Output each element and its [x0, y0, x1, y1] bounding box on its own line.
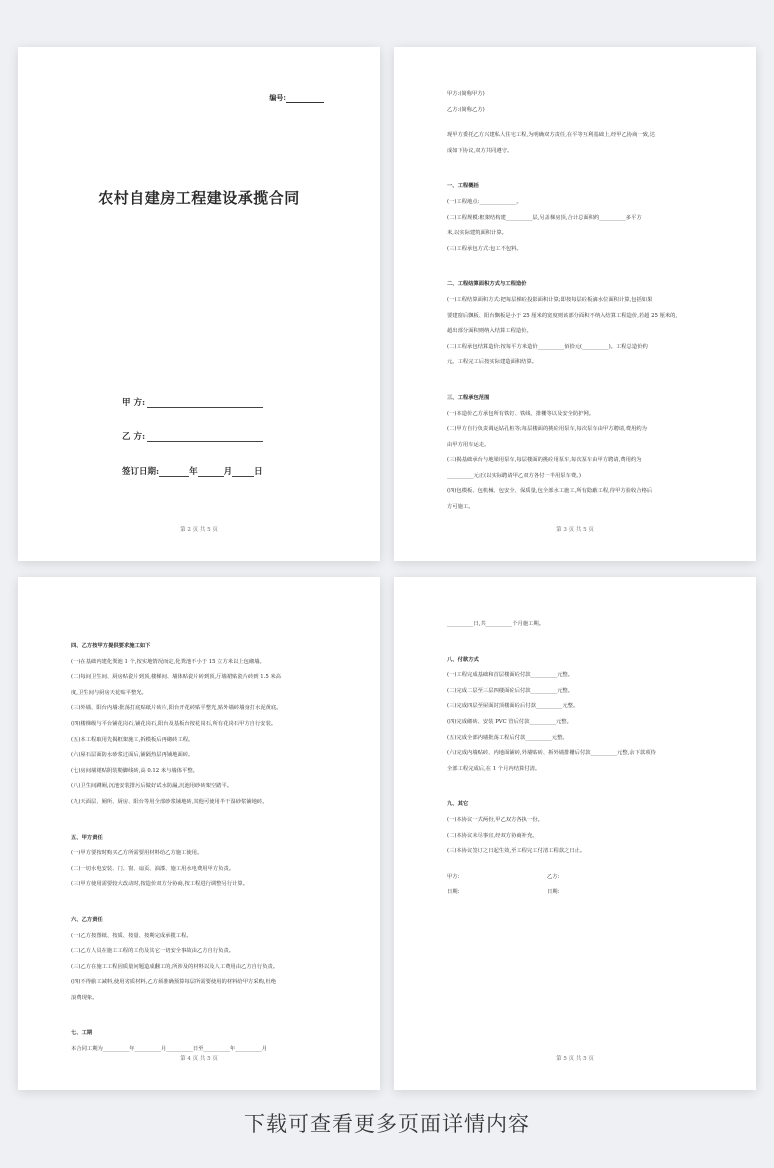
text-line: (二)甲方自行负责调运钻孔桩等;每层楼面的挑砼用泵车,每次泵车由甲方聘请,费用约为 [447, 426, 647, 433]
party-a-row [122, 396, 263, 408]
signature-row [447, 870, 704, 886]
signature-date-a: 日期: [447, 889, 460, 896]
text-line: 超出部分面积则纳入结算工程造价。 [447, 328, 532, 335]
paragraph-spacer [447, 777, 704, 787]
text-line: 方可施工。 [447, 504, 474, 511]
party-b-blank [147, 432, 263, 442]
text-line: (一)甲方要按时购买乙方所需要用材料给乙方施工使用。 [71, 850, 203, 857]
text-line: (一)在基础内建化粪池 1 个,按实地情况而定,化粪池不小于 15 立方米以上包砌墙。 [71, 658, 265, 665]
text-line: (四)楼梯级与平台铺花岗石,铺花岗石,阳台及基板台按花岗石,所有花岗石甲方自行安装。 [71, 720, 277, 727]
text-line: 全部工程完成后,在 1 个月内结算付清。 [447, 765, 541, 772]
paragraph-spacer [447, 118, 704, 128]
day-label: 日 [254, 467, 263, 477]
paragraph-spacer [447, 159, 704, 169]
text-line: (三)完成四层至屋面封顶楼面砼后付款__________元整。 [447, 703, 579, 710]
text-line: (一)乙方按图纸、按质、按量、按期完成承揽工程。 [71, 932, 192, 939]
text-line: 要建窗后飘板、阳台飘板是小于 25 厘米的宽度则该部分面积不纳入结算工程造价,若超 25 厘米的, [447, 312, 678, 319]
text-line: 甲方:(简称甲方) [447, 91, 485, 97]
text-line: __________日,共__________个月施工期。 [447, 621, 545, 627]
section-heading: 九、其它 [447, 801, 469, 808]
year-blank [159, 467, 189, 477]
document-number [269, 93, 324, 103]
year-label: 年 [189, 467, 198, 477]
page-number: 第 4 页 共 5 页 [180, 1056, 218, 1062]
page-body-lines [447, 617, 704, 860]
party-a-label: 甲 方: [122, 398, 146, 408]
text-line: (七)房间墙裙贴阴装勒脚线砖,高 0.12 米与墙体平整。 [71, 767, 198, 774]
party-b-row [122, 430, 263, 442]
day-blank [232, 467, 254, 477]
text-line: (二)一切水电安装、门、窗、扇页、油漆、施工用水电费用甲方负责。 [71, 865, 235, 872]
text-line: 本合同工期为__________年__________月__________日至__________年__________月 [71, 1046, 267, 1053]
text-line: (二)完成二层至三层四楼面砼后付款__________元整。 [447, 687, 573, 694]
text-line: 度,卫生间与厨房天花贴平整光。 [71, 689, 147, 696]
download-more-banner[interactable]: 下载可查看更多页面详情内容 [244, 1112, 530, 1136]
text-line: (三)工程承包方式:包工不包料。 [447, 245, 522, 252]
text-line: (四)包模板、包机械、包安全、保质量,包全部水工施工,所有隐蔽工程,待甲方验收合格后 [447, 488, 653, 495]
text-line: (九)天面层、厕所、厨房、阳台等用全部砂浆铺地砖,其他可使用半干湿砂浆铺地砖。 [71, 798, 268, 805]
sign-date-label: 签订日期: [122, 467, 160, 477]
text-line: (三)甲方使用需要较大改动时,按造价双方分协商,按工程进行调整另行计算。 [71, 881, 249, 888]
document-number-blank [286, 102, 324, 103]
section-heading: 八、付款方式 [447, 656, 479, 663]
text-line: 元。工程完工后按实际建造面积结算。 [447, 359, 538, 366]
text-line: (一)本协议一式两份,甲乙双方各执一份。 [447, 816, 543, 823]
text-line: (二)本协议未尽事宜,经双方协商补充。 [447, 832, 538, 839]
text-line: 乙方:(简称乙方) [447, 106, 485, 113]
text-line: 米,以实际建筑面积计算。 [447, 230, 507, 237]
text-line: 由甲方用车运走。 [447, 441, 490, 448]
text-line: (一)工程结算面积方式:把每层梯砼投影面积计算;即按每层砼板滴水位面积计算,包括如果 [447, 296, 653, 303]
text-line: 成如下协议,双方共同遵守。 [447, 147, 513, 154]
signature-party-a: 甲方: [447, 873, 460, 880]
page-number: 第 2 页 共 5 页 [180, 527, 218, 533]
section-heading: 六、乙方责任 [71, 916, 103, 923]
sign-date-row [122, 465, 263, 477]
text-line: (五)完成全部内墙批荡工程后付款__________元整。 [447, 734, 568, 741]
month-label: 月 [223, 467, 233, 477]
page-number: 第 3 页 共 5 页 [556, 527, 594, 533]
signature-date-b: 日期: [547, 889, 560, 896]
contract-page-3 [394, 47, 756, 561]
document-number-label: 编号: [269, 93, 286, 102]
text-line: (二)每间卫生间、厨房贴瓷片到顶,楼梯间、墙体贴瓷片砖到顶,厅墙裙贴瓷片砖到 1.5 米高 [71, 674, 281, 681]
page-body [447, 87, 704, 516]
section-heading: 三、工程承包范围 [447, 394, 490, 401]
contract-page-5 [394, 577, 756, 1090]
text-line: 现甲方委托乙方兴建私人住宅工程,为明确双方责任,在平等互利基础上,经甲乙协商一致,达 [447, 132, 656, 139]
section-heading: 一、工程概括 [447, 183, 479, 190]
text-line: 浪费现象。 [71, 994, 98, 1001]
text-line: (三)揭基础承台与地梁用泵车,每层楼面的挑砼用泵车,每次泵车由甲方聘请,费用约为 [447, 457, 642, 464]
text-line: (二)工程规模:框架结构建__________层,另盖梯房顶,合计总面积约__________多平方 [447, 214, 642, 221]
paragraph-spacer [447, 633, 704, 643]
text-line: (三)本协议签订之日起生效,至工程完工付清工程款之日止。 [447, 848, 586, 855]
signature-party-b: 乙方: [547, 873, 560, 880]
text-line: (三)外墙、阳台内墙:批荡打底贴纸片砖片,阳台开花砖贴平整光,贴外墙砖墙身打水泥黄底。 [71, 705, 282, 712]
party-b-label: 乙 方: [122, 432, 146, 442]
contract-cover-page [18, 47, 380, 561]
text-line: (二)乙方人员在施工工程的工伤及其它一切安全事故由乙方自行负责。 [71, 948, 235, 955]
party-a-blank [147, 398, 263, 408]
section-heading: 五、甲方责任 [71, 834, 103, 841]
text-line: (一)工程地点:______________。 [447, 198, 522, 205]
text-line: (五)本工程取用先揭框架施工,拆模板后再砌砖工程。 [71, 736, 194, 743]
page-body [447, 617, 704, 901]
page-number: 第 5 页 共 5 页 [556, 1056, 594, 1062]
text-line: (二)工程承包结算造价:按每平方米造价__________佰拾元(__________)。工程总造价约 [447, 343, 648, 350]
paragraph-spacer [71, 1006, 328, 1016]
paragraph-spacer [447, 371, 704, 381]
contract-page-4 [18, 577, 380, 1090]
page-body [71, 629, 328, 1058]
text-line: (三)乙方在施工工程因质量问题造成翻工的,所涉及的材料以及人工费用由乙方自行负责。 [71, 963, 279, 970]
contract-title: 农村自建房工程建设承揽合同 [98, 189, 300, 207]
text-line: (八)卫生间蹲厕,沉池安装排污后做好试水防漏,沉池用砂砖架空踏平。 [71, 783, 233, 790]
section-heading: 四、乙方按甲方提供要求施工如下 [71, 643, 151, 649]
text-line: (六)完成内墙贴砖、内地面铺砖,外墙贴砖、拆外墙排栅后付款__________元整,余下款项待 [447, 750, 656, 757]
text-line: (一)本造价乙方承包所有铁钉、铁线、排栅等以及安全防护网。 [447, 410, 595, 417]
text-line: (四)完成砌砖、安装 PVC 管后付款__________元整。 [447, 718, 572, 725]
section-heading: 二、工程结算面积方式与工程造价 [447, 281, 527, 288]
month-blank [198, 467, 224, 477]
paragraph-spacer [71, 811, 328, 821]
text-line: __________元正(以实际聘请甲乙双方各付一半用泵车费。) [447, 472, 581, 479]
paragraph-spacer [71, 893, 328, 903]
text-line: (六)屋石层面防水砂浆过面后,铺隔热层再铺地面砖。 [71, 752, 194, 759]
text-line: (一)工程完成基础和首层楼面砼付款__________元整。 [447, 672, 573, 679]
signature-date-row [447, 885, 704, 901]
paragraph-spacer [447, 257, 704, 267]
section-heading: 七、工期 [71, 1030, 93, 1037]
text-line: (四)不得偷工减料,使用劣质材料,乙方须准确预算每层所需要使用的材料给甲方采购,杜绝 [71, 979, 277, 986]
